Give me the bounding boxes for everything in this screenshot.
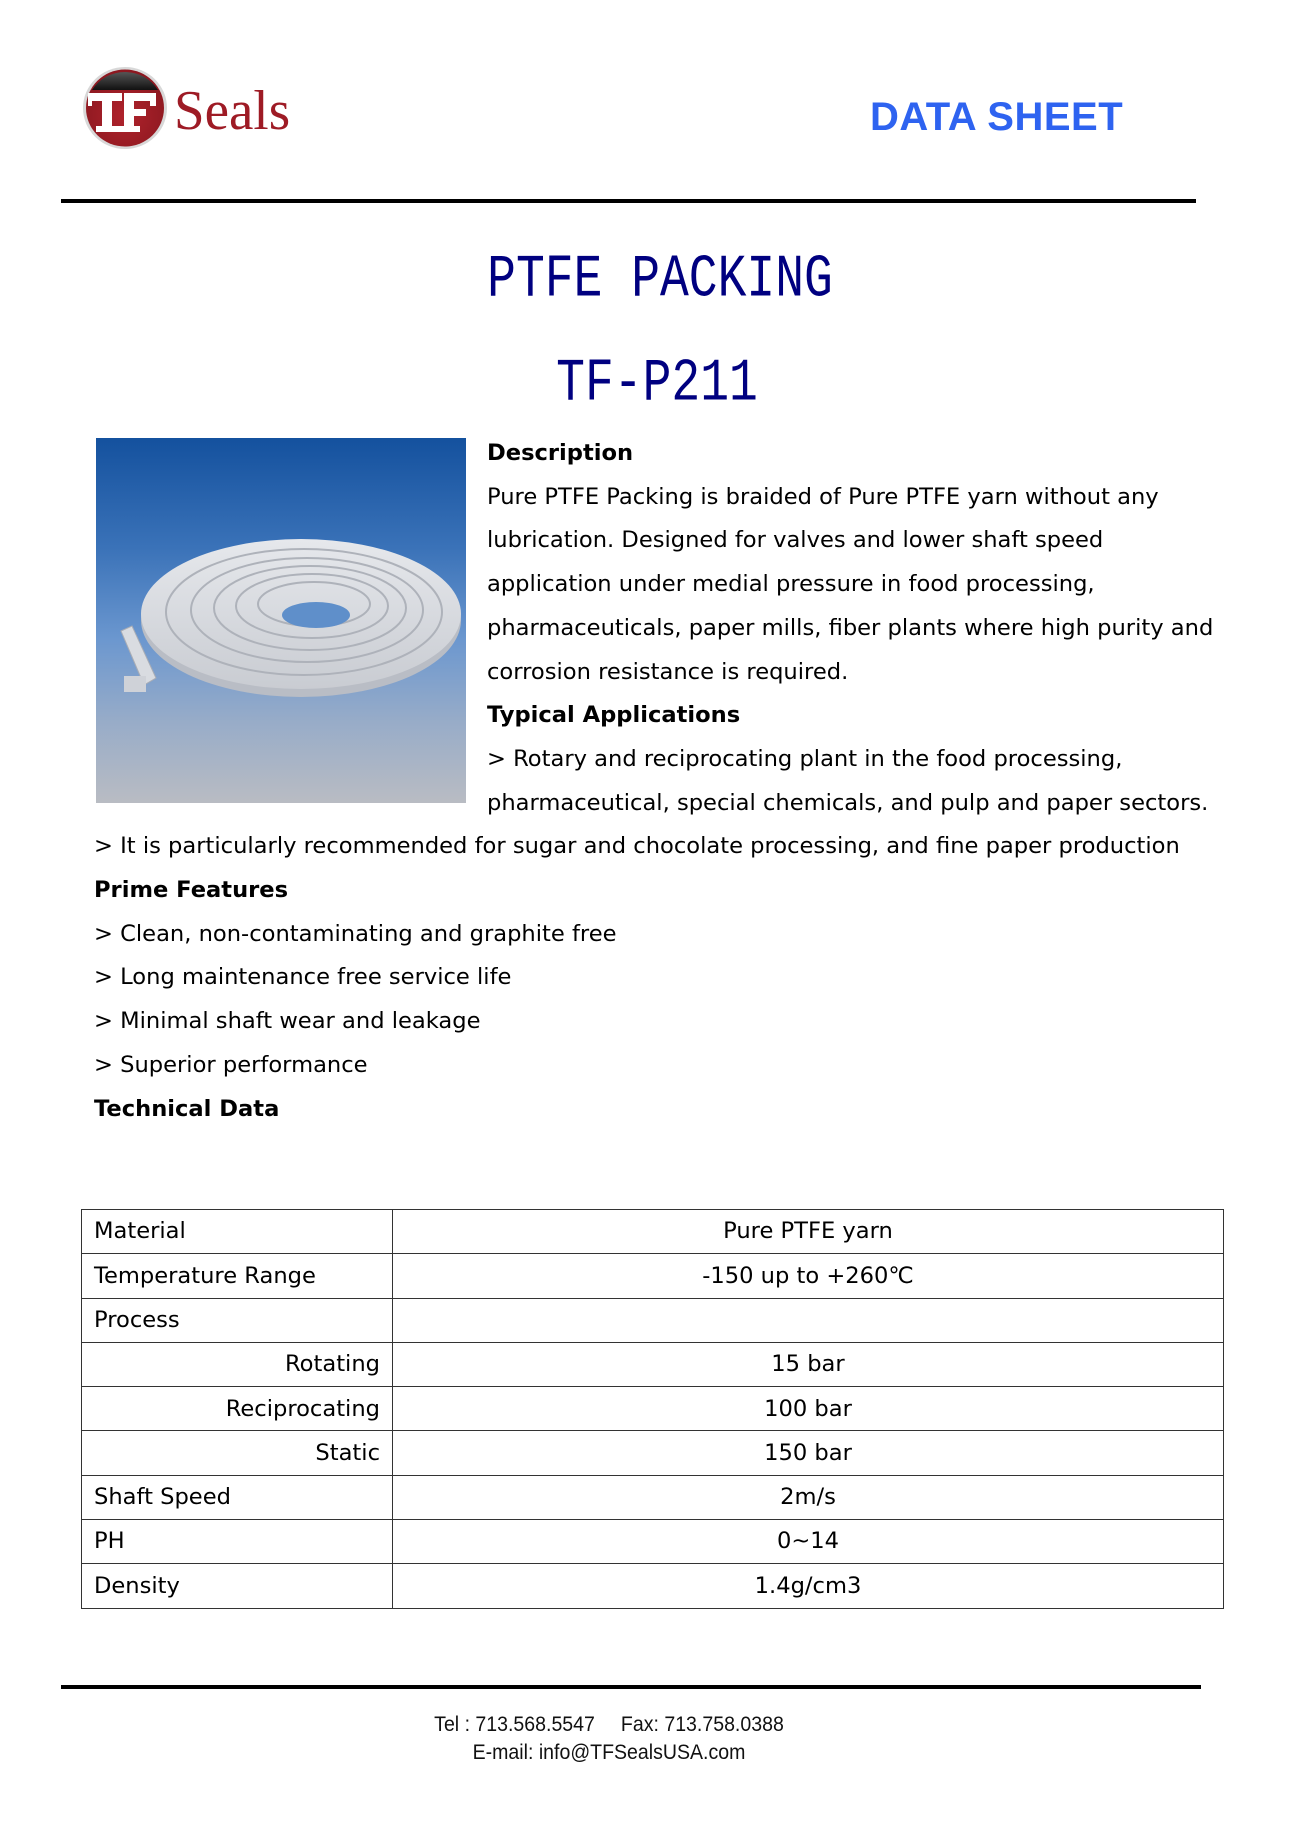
application-item: > It is particularly recommended for sugar and chocolate processing, and fine paper production xyxy=(94,833,1180,860)
table-row xyxy=(82,1342,1224,1386)
spec-label: Static xyxy=(82,1431,393,1475)
spec-label: PH xyxy=(82,1520,393,1564)
table-row xyxy=(82,1431,1224,1475)
footer-email[interactable]: E-mail: info@TFSealsUSA.com xyxy=(472,1741,746,1764)
spec-value: 2m/s xyxy=(393,1475,1224,1519)
footer-divider xyxy=(61,1685,1201,1689)
spec-value: 15 bar xyxy=(393,1342,1224,1386)
spec-label: Temperature Range xyxy=(82,1254,393,1298)
footer-contact-phones xyxy=(43,1713,1176,1737)
feature-item: > Superior performance xyxy=(94,1051,368,1078)
description-text: Pure PTFE Packing is braided of Pure PTFE yarn without any lubrication. Designed for valves and lower shaft speed application under medial pressure in food processing, pharmaceuticals, paper mills, fiber plants where high purity and corrosion resistance is required. xyxy=(487,483,1214,685)
spec-value: 1.4g/cm3 xyxy=(393,1564,1224,1608)
description-heading: Description xyxy=(487,440,634,466)
product-image xyxy=(96,438,466,803)
spec-value: 0~14 xyxy=(393,1520,1224,1564)
tf-seals-logo-mark-icon xyxy=(82,66,168,150)
feature-item: > Minimal shaft wear and leakage xyxy=(94,1008,481,1035)
application-item: > Rotary and reciprocating plant in the food processing, pharmaceutical, special chemicals, and pulp and paper sectors. xyxy=(487,745,1209,816)
spec-label: Material xyxy=(82,1210,393,1254)
spec-label: Rotating xyxy=(82,1342,393,1386)
feature-item: > Long maintenance free service life xyxy=(94,964,512,991)
table-row xyxy=(82,1564,1224,1608)
spec-value: -150 up to +260℃ xyxy=(393,1254,1224,1298)
features-heading: Prime Features xyxy=(94,877,289,904)
product-code: TF-P211 xyxy=(556,350,758,419)
header-divider xyxy=(61,199,1196,203)
table-row xyxy=(82,1520,1224,1564)
table-row xyxy=(82,1298,1224,1342)
document-type-label: DATA SHEET xyxy=(870,95,1124,139)
feature-item: > Clean, non-contaminating and graphite free xyxy=(94,920,617,947)
spec-value: Pure PTFE yarn xyxy=(393,1210,1224,1254)
spec-value: 100 bar xyxy=(393,1387,1224,1431)
applications-heading: Typical Applications xyxy=(487,702,741,729)
table-row xyxy=(82,1210,1224,1254)
table-row xyxy=(82,1387,1224,1431)
logo-wordmark: Seals xyxy=(174,78,291,142)
spec-label: Reciprocating xyxy=(82,1387,393,1431)
spec-value xyxy=(393,1298,1224,1342)
spec-label: Process xyxy=(82,1298,393,1342)
footer-fax: Fax: 713.758.0388 xyxy=(620,1713,784,1736)
technical-data-heading: Technical Data xyxy=(94,1095,280,1122)
product-title: PTFE PACKING xyxy=(487,246,833,315)
table-row xyxy=(82,1254,1224,1298)
table-row xyxy=(82,1475,1224,1519)
technical-data-table xyxy=(81,1209,1224,1609)
spec-label: Density xyxy=(82,1564,393,1608)
ptfe-packing-coil-icon xyxy=(96,438,466,803)
footer-tel: Tel : 713.568.5547 xyxy=(434,1713,595,1736)
spec-label: Shaft Speed xyxy=(82,1475,393,1519)
product-content xyxy=(94,432,1229,1131)
company-logo xyxy=(82,66,312,152)
spec-value: 150 bar xyxy=(393,1431,1224,1475)
